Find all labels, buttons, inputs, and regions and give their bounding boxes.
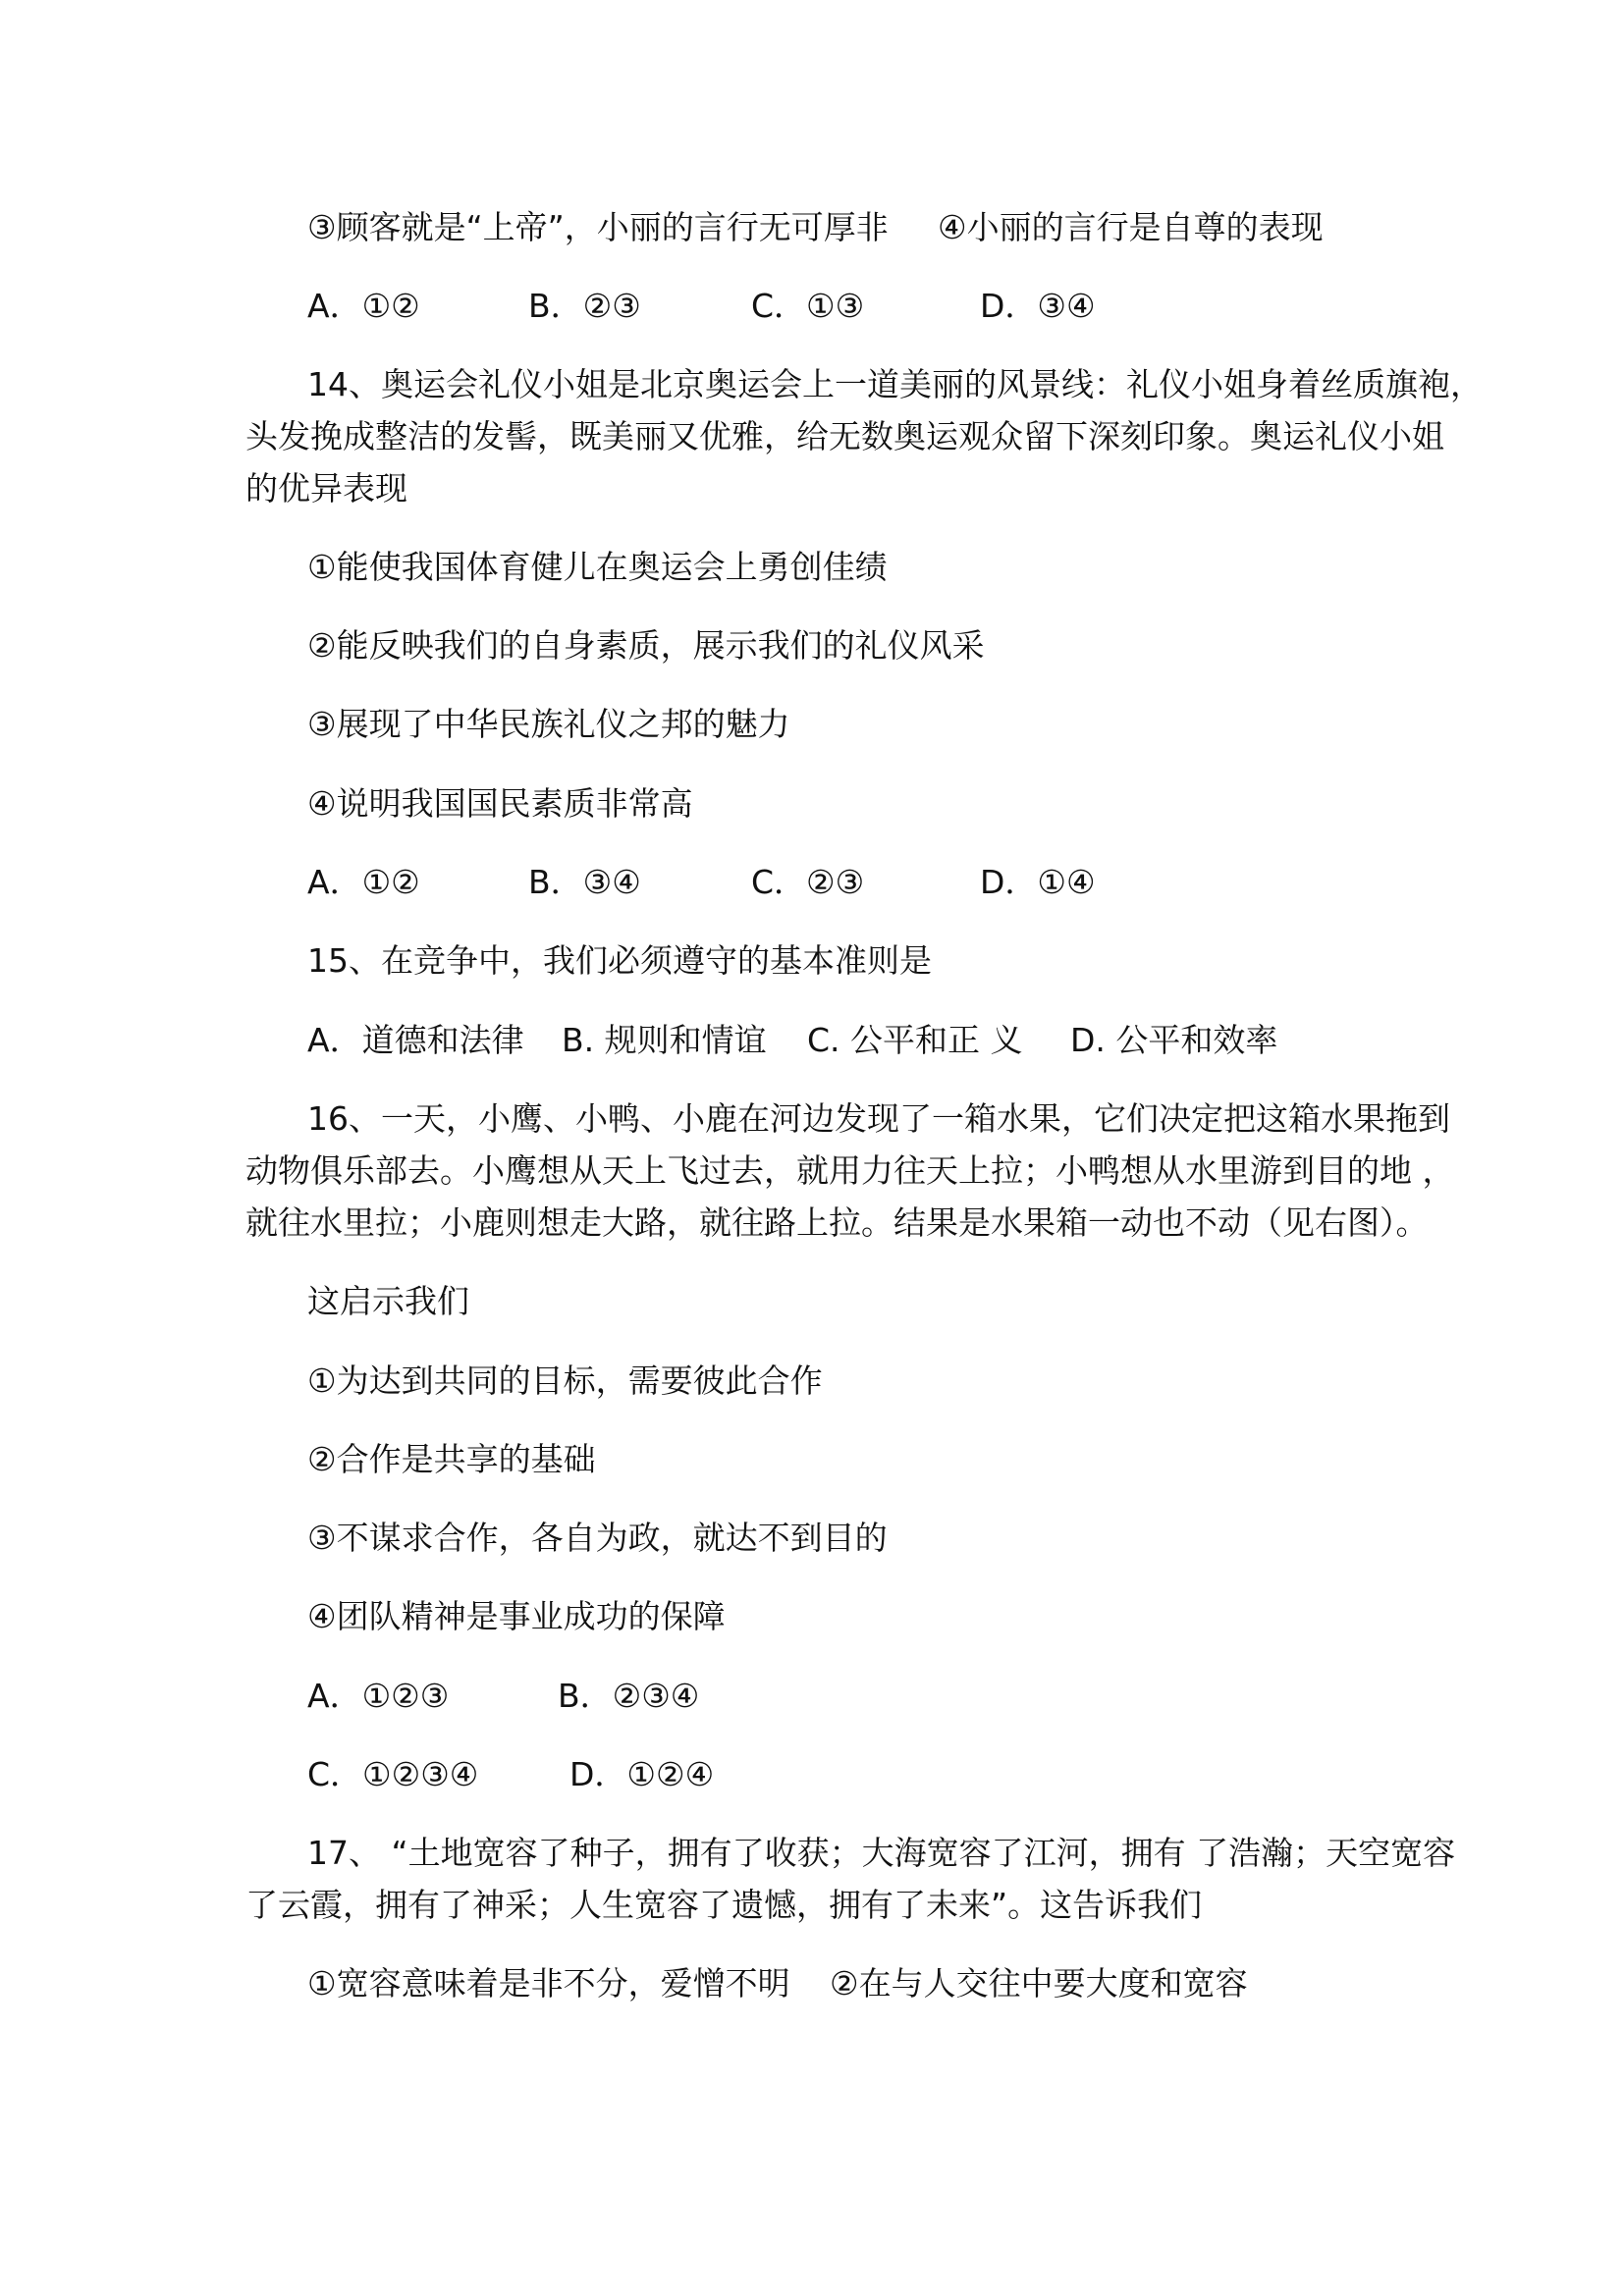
q16-option-1: ①为达到共同的目标，需要彼此合作 [307, 1362, 823, 1400]
q17-option-1: ①宽容意味着是非不分，爱憎不明 [307, 1964, 790, 2002]
q13-choice-d: D．③④ [980, 287, 1096, 325]
q14-stem-line-3: 的优异表现 [245, 469, 407, 507]
q16-option-4: ④团队精神是事业成功的保障 [307, 1597, 726, 1635]
q13-choice-a: A．①② [307, 287, 420, 325]
q14-stem-line-1: 14、奥运会礼仪小姐是北京奥运会上一道美丽的风景线：礼仪小姐身着丝质旗袍， [307, 365, 1483, 403]
q15-choice-a: A．道德和法律 [307, 1021, 524, 1059]
q16-choice-a: A．①②③ [307, 1677, 450, 1715]
q16-stem-line-3: 就往水里拉；小鹿则想走大路，就往路上拉。结果是水果箱一动也不动（见右图）。 [245, 1203, 1429, 1242]
q16-choice-d: D．①②④ [569, 1755, 715, 1793]
q15-choice-b: B. 规则和情谊 [562, 1021, 767, 1059]
q14-option-3: ③展现了中华民族礼仪之邦的魅力 [307, 705, 790, 743]
q13-choice-b: B．②③ [528, 287, 641, 325]
q17-stem-line-1: 17、 “土地宽容了种子，拥有了收获；大海宽容了江河，拥有 了浩瀚；天空宽容 [307, 1834, 1456, 1872]
q14-stem-line-2: 头发挽成整洁的发髻，既美丽又优雅，给无数奥运观众留下深刻印象。奥运礼仪小姐 [245, 417, 1444, 455]
q14-choice-b: B．③④ [528, 863, 641, 901]
q16-choice-c: C．①②③④ [307, 1755, 479, 1793]
q16-option-2: ②合作是共享的基础 [307, 1440, 596, 1478]
q16-stem-line-1: 16、一天，小鹰、小鸭、小鹿在河边发现了一箱水果，它们决定把这箱水果拖到 [307, 1099, 1450, 1138]
q14-choice-a: A．①② [307, 863, 420, 901]
q15-choice-d: D. 公平和效率 [1070, 1021, 1278, 1059]
q13-option-4: ④小丽的言行是自尊的表现 [938, 208, 1324, 246]
q14-option-1: ①能使我国体育健儿在奥运会上勇创佳绩 [307, 548, 888, 586]
q16-stem-line-2: 动物俱乐部去。小鹰想从天上飞过去，就用力往天上拉；小鸭想从水里游到目的地 ， [245, 1151, 1455, 1190]
q15-stem: 15、在竞争中，我们必须遵守的基本准则是 [307, 941, 932, 980]
q16-choice-b: B．②③④ [558, 1677, 700, 1715]
q14-option-4: ④说明我国国民素质非常高 [307, 784, 693, 823]
q15-choice-c: C. 公平和正 义 [807, 1021, 1023, 1059]
q14-choice-c: C．②③ [751, 863, 865, 901]
q13-choice-c: C．①③ [751, 287, 865, 325]
q17-stem-line-2: 了云霞，拥有了神采；人生宽容了遗憾，拥有了未来”。这告诉我们 [245, 1886, 1203, 1924]
q16-option-3: ③不谋求合作，各自为政，就达不到目的 [307, 1519, 888, 1557]
q14-option-2: ②能反映我们的自身素质，展示我们的礼仪风采 [307, 626, 985, 665]
q16-prompt: 这启示我们 [307, 1282, 469, 1320]
q14-choice-d: D．①④ [980, 863, 1096, 901]
q17-option-2: ②在与人交往中要大度和宽容 [830, 1964, 1248, 2002]
q13-option-3: ③顾客就是“上帝”，小丽的言行无可厚非 [307, 208, 889, 246]
